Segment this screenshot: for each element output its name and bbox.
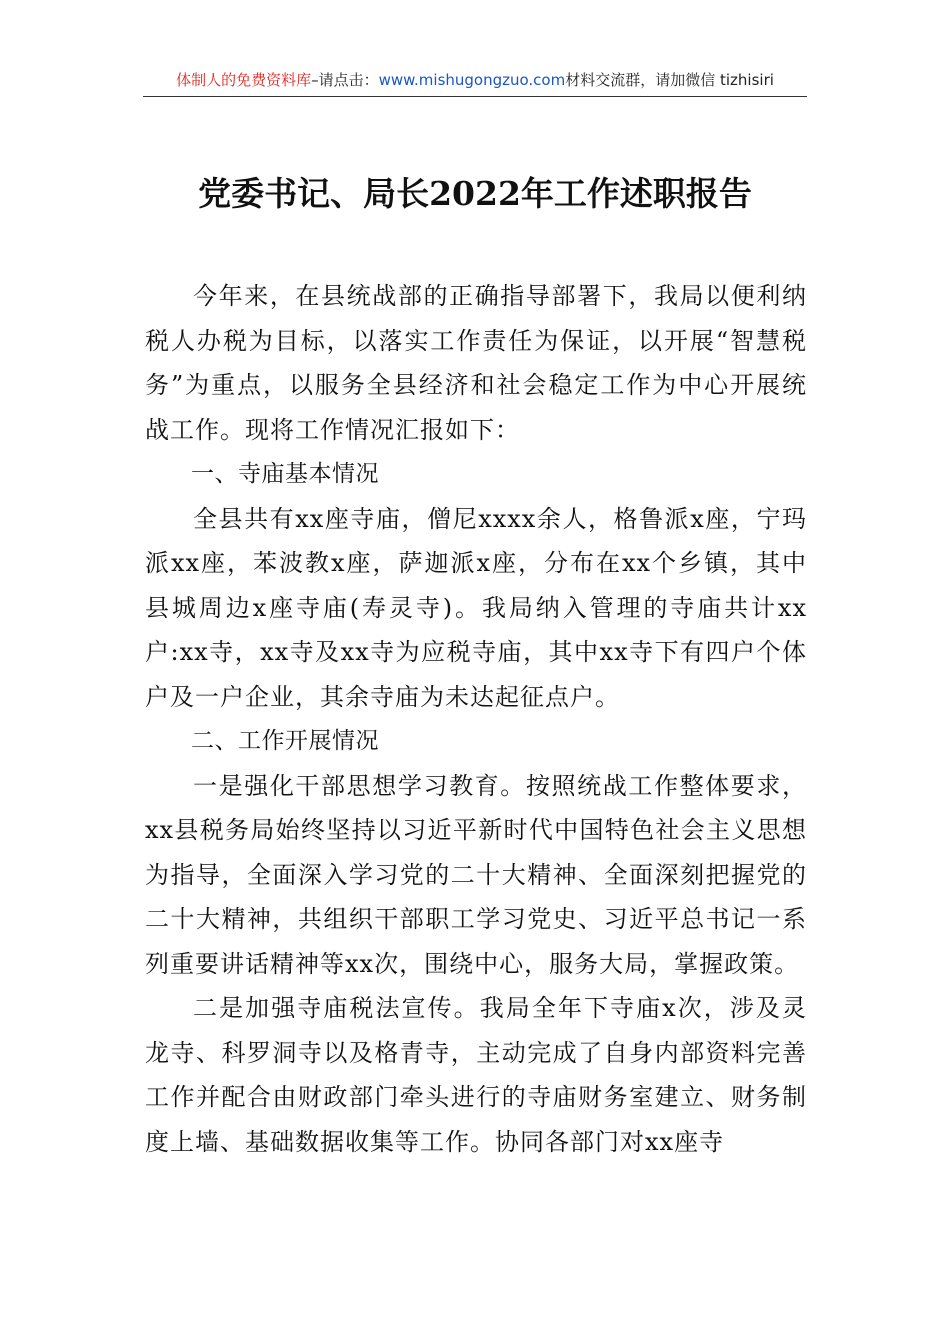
section-1-paragraph-1: 全县共有xx座寺庙，僧尼xxxx余人，格鲁派x座，宁玛派xx座，苯波教x座，萨迦派x座，分布在xx个乡镇，其中县城周边x座寺庙(寿灵寺)。我局纳入管理的寺庙共计xx户:xx寺，xx寺及xx寺为应税寺庙，其中xx寺下有四户个体户及一户企业，其余寺庙为未达起征点户。 <box>145 504 807 711</box>
section-heading-1: 一、寺庙基本情况 <box>191 461 379 487</box>
section-heading-2: 二、工作开展情况 <box>191 728 379 754</box>
banner-url-link[interactable]: www.mishugongzuo.com <box>378 71 566 89</box>
section-2-paragraph-2: 二是加强寺庙税法宣传。我局全年下寺庙x次，涉及灵龙寺、科罗洞寺以及格青寺，主动完成了自身内部资料完善工作并配合由财政部门牵头进行的寺庙财务室建立、财务制度上墙、基础数据收集等工作。协同各部门对xx座寺 <box>145 994 807 1156</box>
document-title: 党委书记、局长2022年工作述职报告 <box>198 174 752 213</box>
section-2-paragraph-1: 一是强化干部思想学习教育。按照统战工作整体要求，xx县税务局始终坚持以习近平新时代中国特色社会主义思想为指导，全面深入学习党的二十大精神、全面深刻把握党的二十大精神，共组织干部职工学习党史、习近平总书记一系列重要讲话精神等xx次，围绕中心，服务大局，掌握政策。 <box>145 771 807 978</box>
header-banner <box>143 68 807 97</box>
intro-paragraph: 今年来，在县统战部的正确指导部署下，我局以便利纳税人办税为目标，以落实工作责任为保证，以开展“智慧税务”为重点，以服务全县经济和社会稳定工作为中心开展统战工作。现将工作情况汇报如下： <box>145 282 807 444</box>
banner-wechat-text: 材料交流群，请加微信 tizhisiri <box>565 71 774 89</box>
banner-site-name: 体制人的免费资料库 <box>176 71 312 89</box>
banner-click-text: –请点击： <box>311 71 379 89</box>
document-body <box>145 274 807 1164</box>
